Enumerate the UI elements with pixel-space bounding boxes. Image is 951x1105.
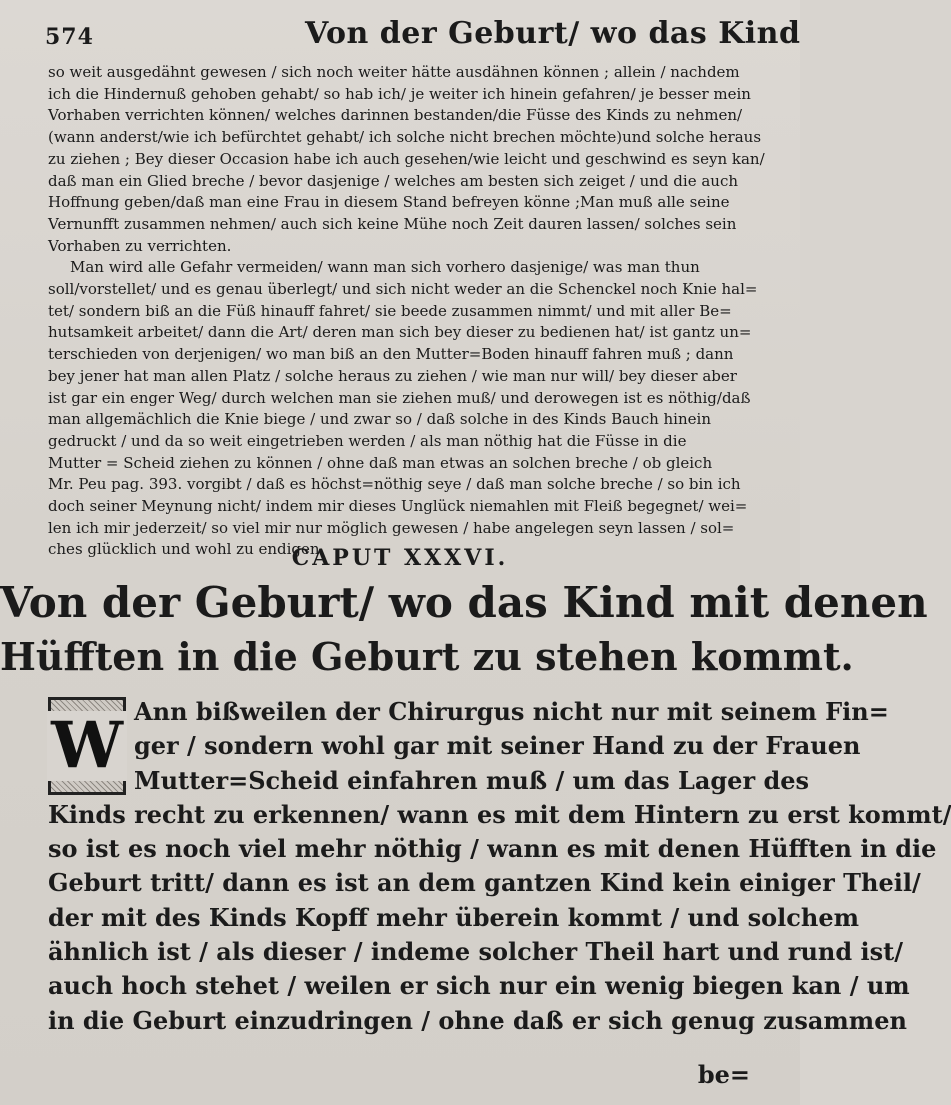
text-line: Vernunfft zusammen nehmen/ auch sich keine Mühe noch Zeit dauren lassen/ solches sein (48, 214, 737, 233)
text-line: man allgemächlich die Knie biege / und zwar so / daß solche in des Kinds Bauch hinein (48, 410, 711, 429)
text-line: terschieden von derjenigen/ wo man biß an den Mutter=Boden hinauff fahren muß ; dann (48, 345, 734, 364)
decorated-initial (48, 697, 126, 795)
text-line: daß man ein Glied breche / bevor dasjenige / welches am besten sich zeiget / und die auch (48, 171, 739, 190)
chapter-title-line-1: Von der Geburt/ wo das Kind mit denen (0, 578, 928, 627)
text-line: ich die Hindernuß gehoben gehabt/ so hab ich/ je weiter ich hinein gefahren/ je besser mein (48, 84, 751, 103)
text-line: len ich mir jederzeit/ so viel mir nur möglich gewesen / habe angelegen seyn lassen / sol= (48, 518, 735, 537)
text-line: (wann anderst/wie ich befürchtet gehabt/ ich solche nicht brechen möchte)und solche heraus (48, 128, 762, 147)
text-line: bey jener hat man allen Platz / solche heraus zu ziehen / wie man nur will/ bey dieser aber (48, 366, 737, 385)
text-line: der mit des Kinds Kopff mehr überein kommt / und solchem (48, 902, 860, 932)
text-line: soll/vorstellet/ und es genau überlegt/ und sich nicht weder an die Schenckel noch Knie hal= (48, 280, 758, 299)
text-line: Man wird alle Gefahr vermeiden/ wann man sich vorhero dasjenige/ was man thun (70, 258, 700, 277)
text-line: Kinds recht zu erkennen/ wann es mit dem Hintern zu erst kommt/ (48, 799, 951, 829)
drop-cap-letter: W (47, 711, 127, 781)
paragraph-2 (48, 695, 951, 1038)
text-line: Vorhaben zu verrichten. (48, 236, 232, 255)
text-line: ist gar ein enger Weg/ durch welchen man sie ziehen muß/ und derowegen ist es nöthig/daß (48, 388, 751, 407)
text-line: so ist es noch viel mehr nöthig / wann es mit denen Hüfften in die (48, 834, 937, 864)
text-line: ches glücklich und wohl zu endigen. (48, 540, 325, 559)
text-line: ähnlich ist / als dieser / indeme solcher Theil hart und rund ist/ (48, 937, 903, 967)
catchword: be= (697, 1060, 750, 1089)
chapter-number: CAPUT XXXVI. (291, 545, 509, 571)
page-header (0, 10, 800, 58)
paragraph-1 (48, 62, 765, 561)
text-line: Mutter=Scheid einfahren muß / um das Lager des (134, 765, 809, 795)
running-head: Von der Geburt/ wo das Kind (305, 16, 801, 51)
text-line: hutsamkeit arbeitet/ dann die Art/ deren man sich bey dieser zu bedienen hat/ ist gantz un= (48, 323, 752, 342)
chapter-title-line-2: Hüfften in die Geburt zu stehen kommt. (0, 634, 854, 679)
text-line: Geburt tritt/ dann es ist an dem gantzen Kind kein einiger Theil/ (48, 868, 921, 898)
text-line: Vorhaben verrichten können/ welches darinnen bestanden/die Füsse des Kinds zu nehmen/ (48, 106, 743, 125)
text-line: tet/ sondern biß an die Füß hinauff fahret/ sie beede zusammen nimmt/ und mit aller Be= (48, 301, 732, 320)
text-line: doch seiner Meynung nicht/ indem mir dieses Unglück niemahlen mit Fleiß begegnet/ wei= (48, 497, 748, 516)
text-line: Hoffnung geben/daß man eine Frau in diesem Stand befreyen könne ;Man muß alle seine (48, 193, 730, 212)
chapter-title (0, 575, 928, 683)
text-line: Ann bißweilen der Chirurgus nicht nur mit seinem Fin= (134, 697, 889, 726)
text-line: auch hoch stehet / weilen er sich nur ein wenig biegen kan / um (48, 971, 910, 1001)
page-number: 574 (45, 24, 94, 50)
text-line: zu ziehen ; Bey dieser Occasion habe ich auch gesehen/wie leicht und geschwind es seyn kan/ (48, 149, 765, 168)
text-line: ger / sondern wohl gar mit seiner Hand zu der Frauen (134, 731, 861, 761)
text-line: so weit ausgedähnt gewesen / sich noch weiter hätte ausdähnen können ; allein / nachdem (48, 63, 740, 81)
text-line: Mutter = Scheid ziehen zu können / ohne daß man etwas an solchen breche / ob gleich (48, 453, 713, 472)
text-line: in die Geburt einzudringen / ohne daß er sich genug zusammen (48, 1005, 907, 1035)
text-line: Mr. Peu pag. 393. vorgibt / daß es höchst=nöthig seye / daß man solche breche / so bin ich (48, 475, 741, 494)
text-line: gedruckt / und da so weit eingetrieben werden / als man nöthig hat die Füsse in die (48, 431, 687, 450)
